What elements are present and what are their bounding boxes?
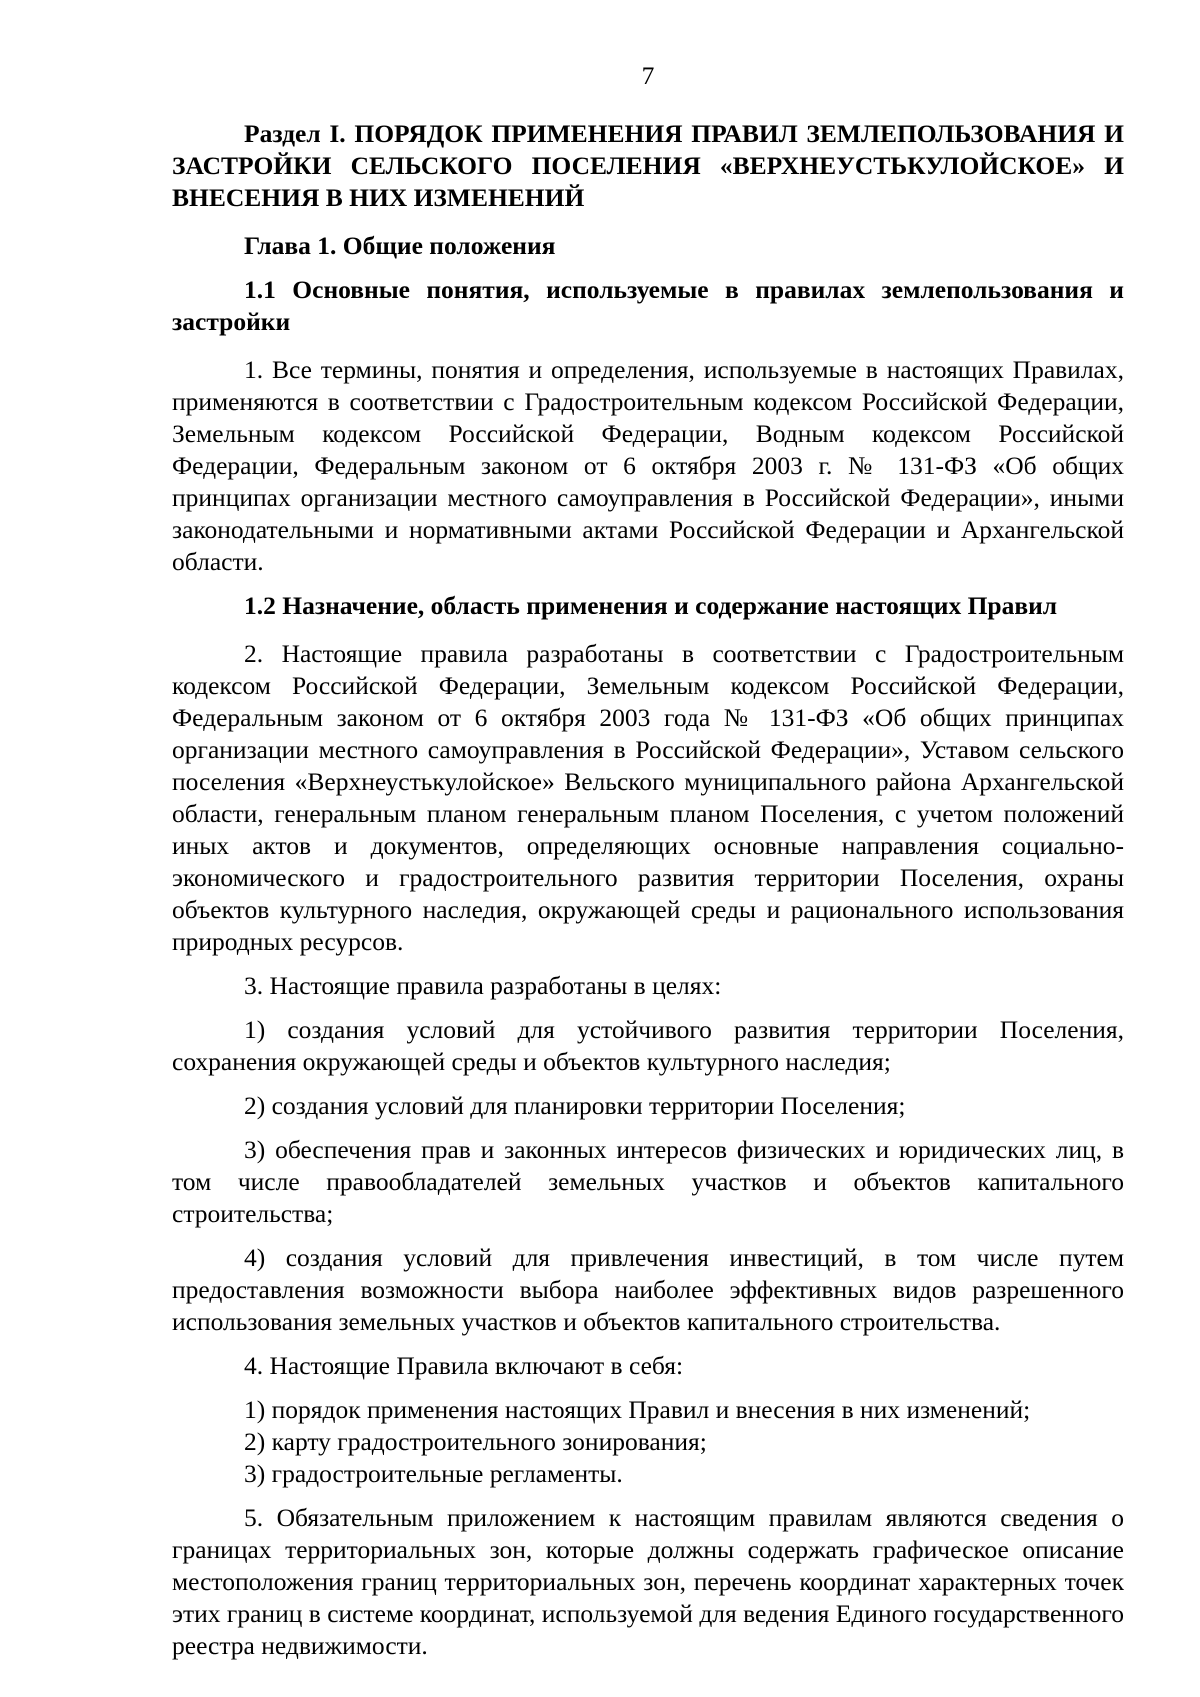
paragraph-3: 3. Настоящие правила разработаны в целях: xyxy=(244,971,722,1000)
chapter-title: Глава 1. Общие положения xyxy=(244,231,556,260)
paragraph-4-item-1: 1) порядок применения настоящих Правил и внесения в них изменений; xyxy=(244,1395,1031,1424)
paragraph-3-item-2: 2) создания условий для планировки территории Поселения; xyxy=(244,1091,906,1120)
paragraph-4-list xyxy=(172,1394,1124,1490)
paragraph-1: 1. Все термины, понятия и определения, используемые в настоящих Правилах, применяются в соответствии с Градостроительным кодексом Российской Федерации, Земельным кодексом Российской Федерации, Водным кодексом Российской Федерации, Федеральным законом от 6 октября 2003 г. № 131-ФЗ «Об общих принципах организации местного самоуправления в Российской Федерации», иными законодательными и нормативными актами Российской Федерации и Архангельской области. xyxy=(172,355,1124,576)
paragraph-3-item-3: 3) обеспечения прав и законных интересов физических и юридических лиц, в том числе правообладателей земельных участков и объектов капитального строительства; xyxy=(172,1135,1124,1228)
paragraph-4-item-3: 3) градостроительные регламенты. xyxy=(244,1459,623,1488)
document-page xyxy=(172,60,1124,1674)
paragraph-3-item-4: 4) создания условий для привлечения инвестиций, в том числе путем предоставления возможности выбора наиболее эффективных видов разрешенного использования земельных участков и объектов капитального строительства. xyxy=(172,1243,1124,1336)
subsection-title-1-2: 1.2 Назначение, область применения и содержание настоящих Правил xyxy=(244,591,1058,620)
page-number: 7 xyxy=(641,61,655,90)
paragraph-2: 2. Настоящие правила разработаны в соответствии с Градостроительным кодексом Российской Федерации, Земельным кодексом Российской Федерации, Федеральным законом от 6 октября 2003 года № 131-ФЗ «Об общих принципах организации местного самоуправления в Российской Федерации», Уставом сельского поселения «Верхнеустькулойское» Вельского муниципального района Архангельской области, генеральным планом генеральным планом Поселения, с учетом положений иных актов и документов, определяющих основные направления социально-экономического и градостроительного развития территории Поселения, охраны объектов культурного наследия, окружающей среды и рационального использования природных ресурсов. xyxy=(172,639,1124,956)
subsection-title-1-1: 1.1 Основные понятия, используемые в правилах землепользования и застройки xyxy=(172,275,1124,336)
paragraph-5: 5. Обязательным приложением к настоящим правилам являются сведения о границах территориальных зон, которые должны содержать графическое описание местоположения границ территориальных зон, перечень координат характерных точек этих границ в системе координат, используемой для ведения Единого государственного реестра недвижимости. xyxy=(172,1503,1124,1660)
paragraph-4-item-2: 2) карту градостроительного зонирования; xyxy=(244,1427,707,1456)
paragraph-3-item-1: 1) создания условий для устойчивого развития территории Поселения, сохранения окружающей среды и объектов культурного наследия; xyxy=(172,1015,1124,1076)
paragraph-4: 4. Настоящие Правила включают в себя: xyxy=(244,1351,684,1380)
section-title: Раздел I. ПОРЯДОК ПРИМЕНЕНИЯ ПРАВИЛ ЗЕМЛЕПОЛЬЗОВАНИЯ И ЗАСТРОЙКИ СЕЛЬСКОГО ПОСЕЛЕНИЯ «ВЕРХНЕУСТЬКУЛОЙСКОЕ» И ВНЕСЕНИЯ В НИХ ИЗМЕНЕНИЙ xyxy=(172,119,1124,212)
